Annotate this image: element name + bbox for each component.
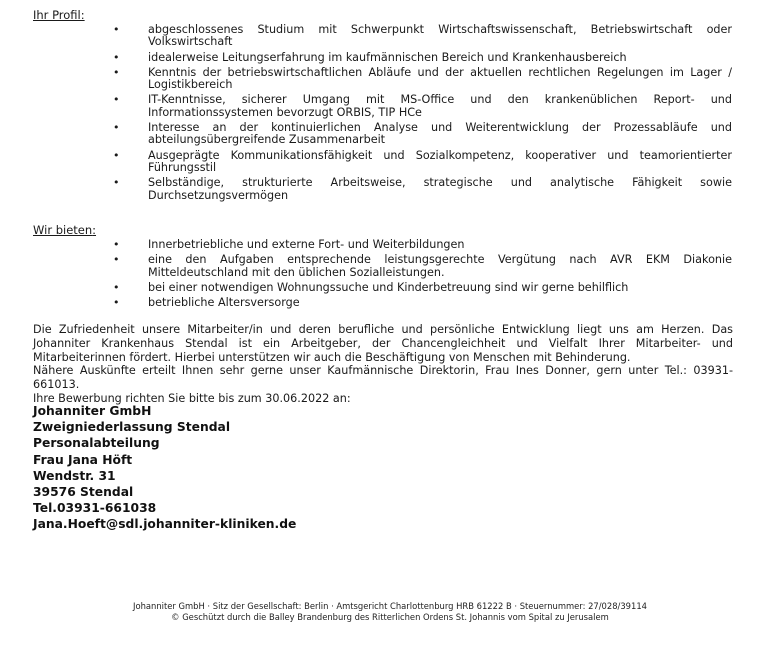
paragraph-text: Die Zufriedenheit unsere Mitarbeiter/in und deren berufliche und persönliche Entwicklung liegt uns am Herzen. Das Johanniter Krankenhaus Stendal ist ein Arbeitgeber, der Chancengleichheit und Vielfalt Ihrer Mitarbeiter- und Mitarbeiterinnen fördert. Hierbei unterstützen wir auch die Beschäftigung von Menschen mit Behinderung. bbox=[33, 323, 733, 364]
intro-paragraph bbox=[33, 323, 733, 406]
list-item: • Ausgeprägte Kommunikationsfähigkeit und Sozialkompetenz, kooperativer und teamorientierter Führungsstil bbox=[113, 148, 732, 174]
bieten-heading: Wir bieten: bbox=[33, 223, 97, 237]
list-item: • Kenntnis der betriebswirtschaftlichen Abläufe und der aktuellen rechtlichen Regelungen im Lager / Logistikbereich bbox=[113, 65, 732, 92]
bullet-icon: • bbox=[113, 65, 120, 79]
bullet-icon: • bbox=[113, 93, 120, 107]
profil-list bbox=[0, 24, 780, 202]
address-department: Personalabteilung bbox=[33, 436, 160, 451]
address-company: Johanniter GmbH bbox=[33, 404, 152, 418]
footer-line: Johanniter GmbH · Sitz der Gesellschaft: Berlin · Amtsgericht Charlottenburg HRB 61222 B · Steuernummer: 27/028/39114 bbox=[132, 601, 647, 611]
profil-heading: Ihr Profil: bbox=[33, 8, 85, 22]
bieten-list bbox=[0, 239, 780, 309]
bullet-icon: • bbox=[113, 50, 120, 64]
list-item: • IT-Kenntnisse, sicherer Umgang mit MS-Office und den krankenüblichen Report- und Informationssystemen bevorzugt ORBIS, TIP HCe bbox=[113, 93, 732, 119]
bullet-icon: • bbox=[113, 176, 120, 190]
address-branch: Zweigniederlassung Stendal bbox=[33, 420, 231, 435]
list-item: • Innerbetriebliche und externe Fort- und Weiterbildungen bbox=[113, 238, 465, 251]
list-item: • betriebliche Altersversorge bbox=[113, 296, 300, 310]
bullet-icon: • bbox=[113, 23, 120, 36]
list-item: • eine den Aufgaben entsprechende leistungsgerechte Vergütung nach AVR EKM Diakonie Mitteldeutschland mit den üblichen Sozialleistungen. bbox=[113, 253, 732, 279]
paragraph-text: Ihre Bewerbung richten Sie bitte bis zum 30.06.2022 an: bbox=[33, 391, 351, 405]
bullet-icon: • bbox=[113, 148, 120, 162]
list-item: • bei einer notwendigen Wohnungssuche und Kinderbetreuung sind wir gerne behilflich bbox=[113, 280, 629, 294]
application-address bbox=[33, 403, 296, 533]
list-item: • idealerweise Leitungserfahrung im kaufmännischen Bereich und Krankenhausbereich bbox=[113, 50, 627, 64]
address-street: Wendstr. 31 bbox=[33, 468, 116, 483]
list-item: • Interesse an der kontinuierlichen Analyse und Weiterentwicklung der Prozessabläufe und abteilungsübergreifende Zusammenarbeit bbox=[113, 121, 732, 147]
address-email: Jana.Hoeft@sdl.johanniter-kliniken.de bbox=[33, 517, 297, 532]
address-contact: Frau Jana Höft bbox=[33, 452, 133, 467]
address-phone: Tel.03931-661038 bbox=[33, 501, 157, 516]
bullet-icon: • bbox=[113, 253, 120, 267]
bullet-icon: • bbox=[113, 238, 120, 251]
bullet-icon: • bbox=[113, 121, 120, 135]
bullet-icon: • bbox=[113, 280, 120, 294]
footer-line: © Geschützt durch die Balley Brandenburg des Ritterlichen Ordens St. Johannis vom Spital zu Jerusalem bbox=[171, 612, 609, 622]
address-city: 39576 Stendal bbox=[33, 485, 134, 500]
bullet-icon: • bbox=[113, 296, 120, 310]
list-item: • abgeschlossenes Studium mit Schwerpunkt Wirtschaftswissenschaft, Betriebswirtschaft oder Volkswirtschaft bbox=[113, 23, 732, 49]
footer bbox=[0, 601, 780, 623]
list-item: • Selbständige, strukturierte Arbeitsweise, strategische und analytische Fähigkeit sowie Durchsetzungsvermögen bbox=[113, 176, 732, 202]
paragraph-text: Nähere Auskünfte erteilt Ihnen sehr gerne unser Kaufmännische Direktorin, Frau Ines Donner, gern unter Tel.: 03931-661013. bbox=[33, 364, 733, 392]
